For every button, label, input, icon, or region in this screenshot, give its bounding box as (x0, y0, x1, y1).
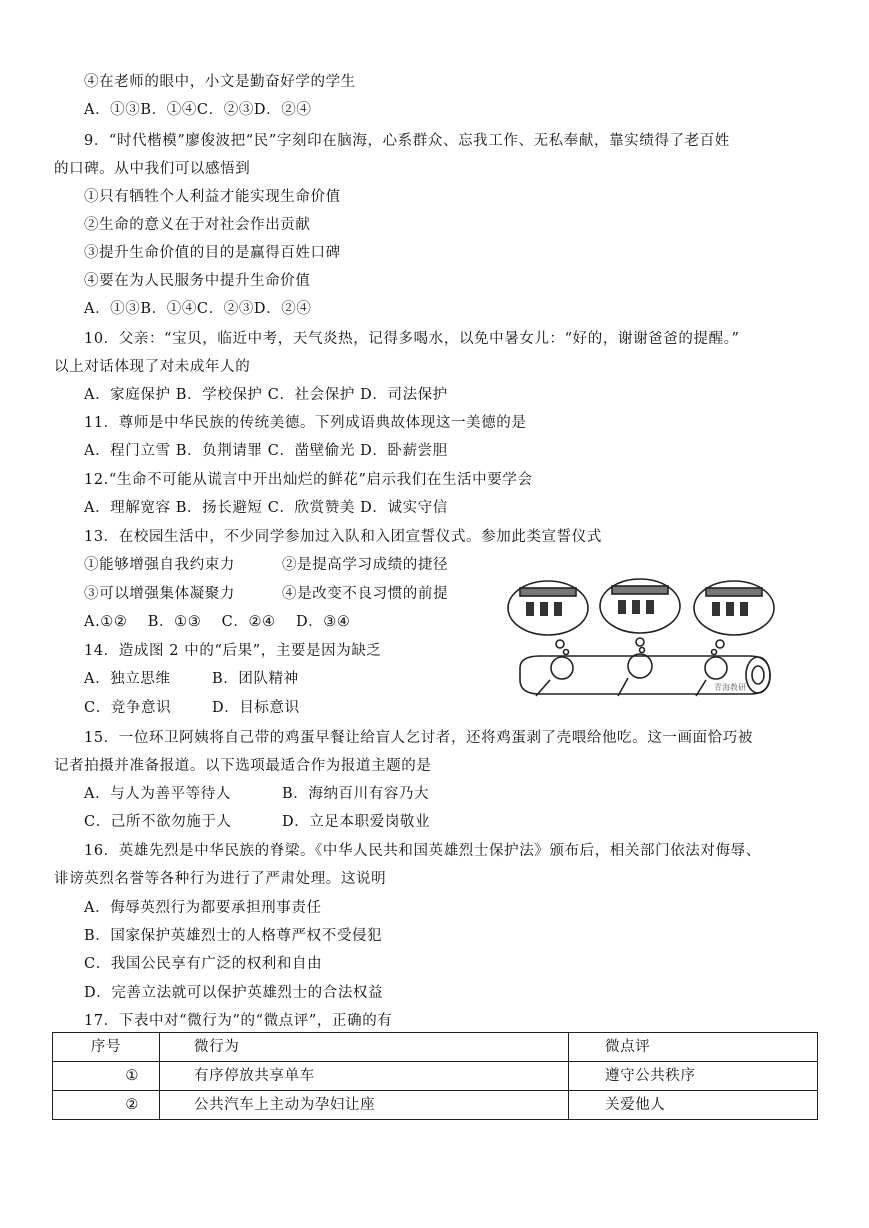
q9-stem: 9．“时代楷模”廖俊波把“民”字刻印在脑海，心系群众、忘我工作、无私奉献，靠实绩得了老百姓 (84, 133, 730, 149)
q15-option-b: B．海纳百川有容乃大 (282, 786, 430, 802)
row-comment: 遵守公共秩序 (569, 1062, 818, 1091)
table-row (53, 1062, 818, 1091)
header-comment: 微点评 (569, 1033, 818, 1062)
q8-options: A．①③B．①④C．②③D．②④ (84, 102, 312, 118)
q15-option-a: A．与人为善平等待人 (84, 786, 231, 802)
q13-statement-4: ④是改变不良习惯的前提 (282, 586, 449, 602)
q15-option-d: D．立足本职爱岗敬业 (282, 814, 431, 830)
q15-stem-cont: 记者拍摄并准备报道。以下选项最适合作为报道主题的是 (54, 758, 432, 774)
q13-statement-3: ③可以增强集体凝聚力 (84, 586, 235, 602)
cartoon-figure (500, 572, 782, 700)
q16-stem-cont: 诽谤英烈名誉等各种行为进行了严肃处理。这说明 (54, 871, 387, 887)
figure-watermark: 青海教研 (714, 683, 746, 692)
q14-option-d: D．目标意识 (212, 700, 300, 716)
q8-statement-4: ④在老师的眼中，小文是勤奋好学的学生 (84, 74, 356, 90)
q13-options: A.①② B．①③ C．②④ D．③④ (84, 614, 351, 630)
q15-stem: 15．一位环卫阿姨将自己带的鸡蛋早餐让给盲人乞讨者，还将鸡蛋剥了壳喂给他吃。这一画面恰巧被 (84, 730, 753, 746)
q11-stem: 11．尊师是中华民族的传统美德。下列成语典故体现这一美德的是 (84, 415, 527, 431)
q14-stem: 14．造成图 2 中的“后果”，主要是因为缺乏 (84, 643, 382, 659)
q14-option-c: C．竞争意识 (84, 700, 172, 716)
q10-options: A．家庭保护 B．学校保护 C．社会保护 D．司法保护 (84, 387, 448, 403)
q9-statement-4: ④要在为人民服务中提升生命价值 (84, 273, 311, 289)
q10-stem-cont: 以上对话体现了对未成年人的 (54, 359, 251, 375)
q15-option-c: C．己所不欲勿施于人 (84, 814, 232, 830)
q14-option-b: B．团队精神 (212, 671, 299, 687)
table-row (53, 1091, 818, 1120)
row-behavior: 有序停放共享单车 (160, 1062, 569, 1091)
q9-stem-cont: 的口碑。从中我们可以感悟到 (54, 161, 251, 177)
q12-options: A．理解宽容 B．扬长避短 C．欣赏赞美 D．诚实守信 (84, 500, 448, 516)
row-no: ① (53, 1062, 160, 1091)
q9-options: A．①③B．①④C．②③D．②④ (84, 301, 312, 317)
row-behavior: 公共汽车上主动为孕妇让座 (160, 1091, 569, 1120)
q16-option-a: A．侮辱英烈行为都要承担刑事责任 (84, 900, 322, 916)
row-no: ② (53, 1091, 160, 1120)
header-no: 序号 (53, 1033, 160, 1062)
q17-stem: 17．下表中对“微行为”的“微点评”，正确的有 (84, 1013, 393, 1029)
q11-options: A．程门立雪 B．负荆请罪 C．凿壁偷光 D．卧薪尝胆 (84, 443, 448, 459)
q9-statement-2: ②生命的意义在于对社会作出贡献 (84, 217, 311, 233)
q14-option-a: A．独立思维 (84, 671, 171, 687)
q16-option-d: D．完善立法就可以保护英雄烈士的合法权益 (84, 985, 384, 1001)
micro-behavior-table (52, 1032, 818, 1120)
row-comment: 关爱他人 (569, 1091, 818, 1120)
q13-stem: 13．在校园生活中，不少同学参加过入队和入团宣誓仪式。参加此类宣誓仪式 (84, 529, 602, 545)
table-header-row (53, 1033, 818, 1062)
q16-option-b: B．国家保护英雄烈士的人格尊严权不受侵犯 (84, 928, 383, 944)
header-behavior: 微行为 (160, 1033, 569, 1062)
q13-statement-2: ②是提高学习成绩的捷径 (282, 557, 449, 573)
q16-stem: 16．英雄先烈是中华民族的脊梁。《中华人民共和国英雄烈士保护法》颁布后，相关部门依法对侮辱、 (84, 843, 761, 859)
q16-option-c: C．我国公民享有广泛的权利和自由 (84, 956, 323, 972)
q10-stem: 10．父亲：“宝贝，临近中考，天气炎热，记得多喝水，以免中暑女儿：“好的，谢谢爸爸的提醒。” (84, 331, 740, 347)
q12-stem: 12.“生命不可能从谎言中开出灿烂的鲜花”启示我们在生活中要学会 (84, 472, 533, 488)
q9-statement-1: ①只有牺牲个人利益才能实现生命价值 (84, 189, 341, 205)
q9-statement-3: ③提升生命价值的目的是赢得百姓口碑 (84, 245, 341, 261)
q13-statement-1: ①能够增强自我约束力 (84, 557, 235, 573)
